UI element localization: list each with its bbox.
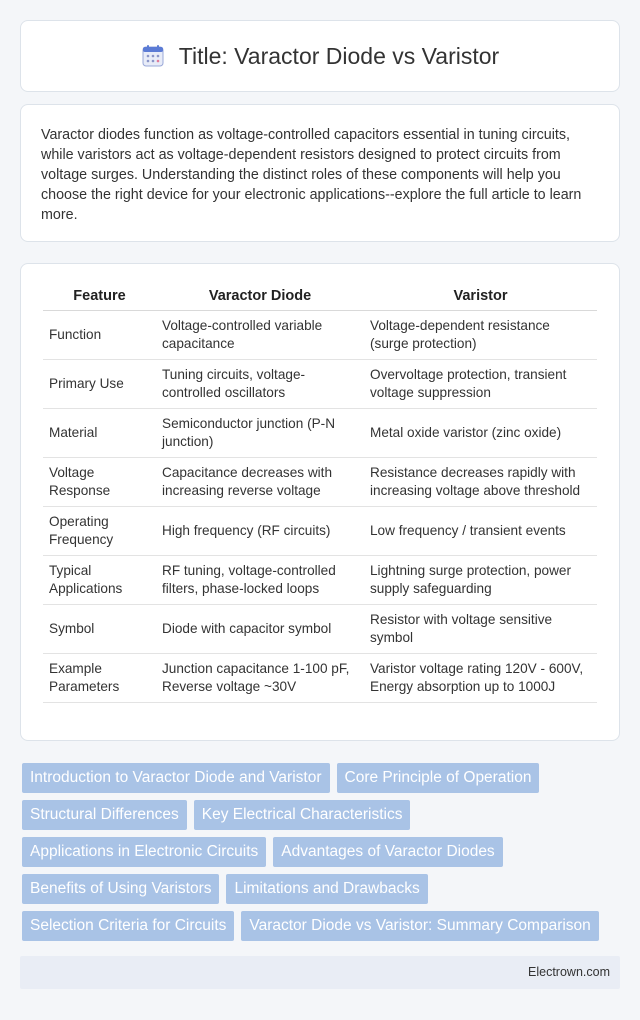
table-cell: Voltage Response bbox=[43, 458, 156, 507]
topic-tag[interactable]: Benefits of Using Varistors bbox=[22, 874, 219, 904]
table-cell: Semiconductor junction (P-N junction) bbox=[156, 409, 364, 458]
topic-tags bbox=[22, 763, 622, 948]
intro-text: Varactor diodes function as voltage-controlled capacitors essential in tuning circuits, while varistors act as voltage-dependent resistors designed to protect circuits from voltage surges. Understanding the distinct roles of these components will help you choose the right device for your electronic applications--explore the full article to learn more. bbox=[41, 127, 582, 223]
table-cell: Low frequency / transient events bbox=[364, 507, 597, 556]
tag-row bbox=[22, 874, 622, 904]
table-cell: Resistor with voltage sensitive symbol bbox=[364, 605, 597, 654]
table-cell: Primary Use bbox=[43, 360, 156, 409]
topic-tag[interactable]: Applications in Electronic Circuits bbox=[22, 837, 266, 867]
topic-tag[interactable]: Introduction to Varactor Diode and Varistor bbox=[22, 763, 330, 793]
table-row bbox=[43, 409, 597, 458]
table-cell: RF tuning, voltage-controlled filters, phase-locked loops bbox=[156, 556, 364, 605]
table-cell: Overvoltage protection, transient voltage suppression bbox=[364, 360, 597, 409]
table-cell: Junction capacitance 1-100 pF, Reverse voltage ~30V bbox=[156, 654, 364, 703]
table-cell: Typical Applications bbox=[43, 556, 156, 605]
calendar-icon bbox=[141, 44, 165, 68]
table-cell: Voltage-controlled variable capacitance bbox=[156, 311, 364, 360]
table-cell: Function bbox=[43, 311, 156, 360]
table-cell: Capacitance decreases with increasing reverse voltage bbox=[156, 458, 364, 507]
table-cell: Tuning circuits, voltage-controlled oscillators bbox=[156, 360, 364, 409]
table-row bbox=[43, 311, 597, 360]
topic-tag[interactable]: Key Electrical Characteristics bbox=[194, 800, 411, 830]
title-card bbox=[20, 20, 620, 92]
table-cell: Example Parameters bbox=[43, 654, 156, 703]
comparison-table bbox=[43, 280, 597, 703]
table-cell: Voltage-dependent resistance (surge protection) bbox=[364, 311, 597, 360]
tag-row bbox=[22, 911, 622, 941]
table-row bbox=[43, 507, 597, 556]
intro-card bbox=[20, 104, 620, 242]
table-row bbox=[43, 458, 597, 507]
column-header: Feature bbox=[43, 280, 156, 311]
comparison-table-card bbox=[20, 263, 620, 741]
topic-tag[interactable]: Selection Criteria for Circuits bbox=[22, 911, 234, 941]
topic-tag[interactable]: Varactor Diode vs Varistor: Summary Comparison bbox=[241, 911, 598, 941]
table-cell: Material bbox=[43, 409, 156, 458]
table-cell: Diode with capacitor symbol bbox=[156, 605, 364, 654]
column-header: Varistor bbox=[364, 280, 597, 311]
table-cell: Lightning surge protection, power supply safeguarding bbox=[364, 556, 597, 605]
table-cell: Operating Frequency bbox=[43, 507, 156, 556]
table-cell: High frequency (RF circuits) bbox=[156, 507, 364, 556]
topic-tag[interactable]: Core Principle of Operation bbox=[337, 763, 540, 793]
topic-tag[interactable]: Limitations and Drawbacks bbox=[226, 874, 427, 904]
table-row bbox=[43, 556, 597, 605]
topic-tag[interactable]: Structural Differences bbox=[22, 800, 187, 830]
column-header: Varactor Diode bbox=[156, 280, 364, 311]
tag-row bbox=[22, 837, 622, 867]
footer-site-link[interactable]: Electrown.com bbox=[528, 965, 610, 979]
tag-row bbox=[22, 763, 622, 793]
page-title: Title: Varactor Diode vs Varistor bbox=[178, 42, 500, 69]
table-row bbox=[43, 654, 597, 703]
table-cell: Symbol bbox=[43, 605, 156, 654]
topic-tag[interactable]: Advantages of Varactor Diodes bbox=[273, 837, 502, 867]
table-cell: Varistor voltage rating 120V - 600V, Energy absorption up to 1000J bbox=[364, 654, 597, 703]
table-row bbox=[43, 360, 597, 409]
table-row bbox=[43, 605, 597, 654]
footer bbox=[20, 956, 620, 989]
table-cell: Metal oxide varistor (zinc oxide) bbox=[364, 409, 597, 458]
tag-row bbox=[22, 800, 622, 830]
table-cell: Resistance decreases rapidly with increasing voltage above threshold bbox=[364, 458, 597, 507]
